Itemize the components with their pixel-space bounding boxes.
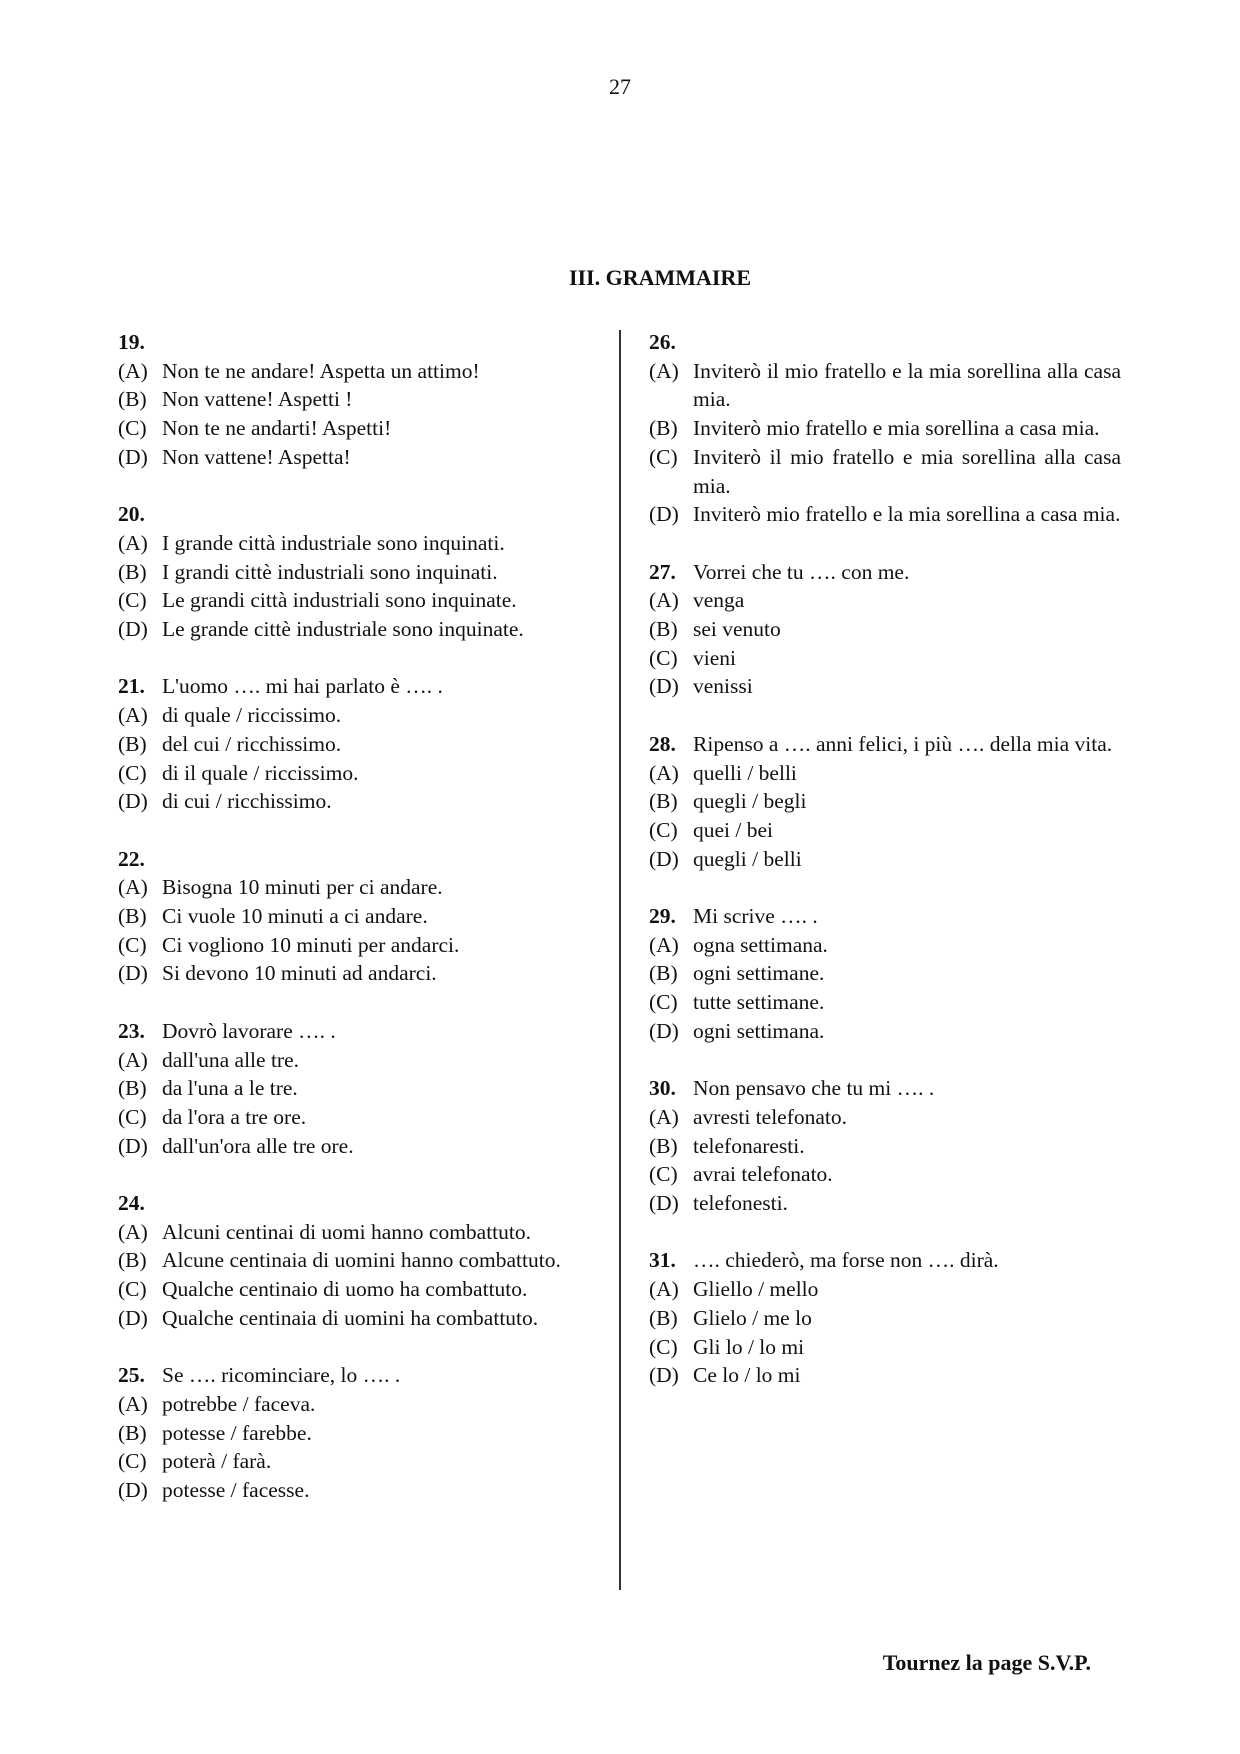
question-block (118, 328, 590, 472)
option-text: Le grandi città industriali sono inquinate. (162, 588, 517, 613)
option-text: di il quale / riccissimo. (162, 760, 359, 785)
option-label: (C) (118, 1449, 147, 1474)
question-header (649, 902, 1121, 931)
question-header (649, 558, 1121, 587)
option-text: vieni (693, 645, 736, 670)
option-text: telefonesti. (693, 1191, 788, 1216)
right-column (649, 328, 1121, 1419)
option-label: (D) (649, 502, 679, 527)
option-text: sei venuto (693, 617, 781, 642)
option-label: (B) (649, 789, 678, 814)
page-number: 27 (609, 74, 631, 99)
option-text: venga (693, 588, 745, 613)
answer-option (649, 414, 1121, 443)
question-header (649, 1074, 1121, 1103)
question-header (118, 672, 590, 701)
option-text: quei / bei (693, 817, 774, 842)
option-text: Inviterò mio fratello e mia sorellina a casa mia. (693, 416, 1100, 441)
answer-option (118, 1246, 590, 1275)
question-stem: Ripenso a …. anni felici, i più …. della mia vita. (693, 731, 1113, 756)
option-text: Inviterò il mio fratello e la mia sorellina alla casa mia. (693, 358, 1121, 412)
option-text: di cui / ricchissimo. (162, 789, 332, 814)
option-text: Qualche centinaio di uomo ha combattuto. (162, 1277, 528, 1302)
question-header (118, 328, 590, 357)
option-label: (A) (118, 703, 148, 728)
question-number: 21. (118, 674, 145, 699)
answer-option (649, 1361, 1121, 1390)
option-text: Gli lo / lo mi (693, 1334, 805, 1359)
option-text: Non te ne andarti! Aspetti! (162, 416, 392, 441)
answer-option (649, 615, 1121, 644)
option-text: potesse / farebbe. (162, 1420, 312, 1445)
option-label: (D) (118, 789, 148, 814)
option-text: tutte settimane. (693, 990, 825, 1015)
option-text: telefonaresti. (693, 1133, 805, 1158)
question-stem: …. chiederò, ma forse non …. dirà. (693, 1248, 999, 1273)
option-text: Non vattene! Aspetta! (162, 444, 351, 469)
answer-option (649, 644, 1121, 673)
option-label: (A) (118, 358, 148, 383)
answer-option (118, 385, 590, 414)
answer-option (649, 672, 1121, 701)
answer-option (649, 959, 1121, 988)
option-text: di quale / riccissimo. (162, 703, 342, 728)
question-block (649, 1246, 1121, 1390)
option-label: (B) (649, 416, 678, 441)
option-text: quegli / belli (693, 846, 802, 871)
question-header (118, 500, 590, 529)
option-text: dall'una alle tre. (162, 1047, 299, 1072)
answer-option (118, 1218, 590, 1247)
option-text: Ci vogliono 10 minuti per andarci. (162, 932, 460, 957)
question-number: 22. (118, 846, 145, 871)
question-number: 31. (649, 1248, 676, 1273)
answer-option (649, 1017, 1121, 1046)
answer-option (118, 701, 590, 730)
option-text: Alcuni centinai di uomi hanno combattuto. (162, 1219, 532, 1244)
question-number: 28. (649, 731, 676, 756)
option-text: da l'una a le tre. (162, 1076, 298, 1101)
option-label: (A) (649, 1104, 679, 1129)
footer-turn-page: Tournez la page S.V.P. (882, 1650, 1091, 1675)
question-number: 23. (118, 1018, 145, 1043)
option-text: Gliello / mello (693, 1277, 819, 1302)
option-label: (A) (649, 588, 679, 613)
option-label: (A) (118, 875, 148, 900)
question-number: 27. (649, 559, 676, 584)
option-label: (D) (118, 1478, 148, 1503)
answer-option (649, 357, 1121, 414)
question-block (649, 558, 1121, 702)
question-block (118, 500, 590, 644)
option-text: potesse / facesse. (162, 1478, 310, 1503)
answer-option (649, 845, 1121, 874)
answer-option (649, 787, 1121, 816)
option-label: (C) (649, 1334, 678, 1359)
question-number: 20. (118, 502, 145, 527)
answer-option (118, 759, 590, 788)
question-stem: Se …. ricominciare, lo …. . (162, 1363, 401, 1388)
question-stem: Dovrò lavorare …. . (162, 1018, 336, 1043)
answer-option (118, 931, 590, 960)
question-number: 29. (649, 904, 676, 929)
option-label: (B) (649, 1305, 678, 1330)
answer-option (118, 529, 590, 558)
option-text: Non vattene! Aspetti ! (162, 387, 353, 412)
option-label: (A) (649, 760, 679, 785)
answer-option (118, 414, 590, 443)
question-stem: Vorrei che tu …. con me. (693, 559, 910, 584)
question-stem: Mi scrive …. . (693, 904, 818, 929)
option-label: (D) (649, 1018, 679, 1043)
question-block (649, 902, 1121, 1046)
answer-option (649, 443, 1121, 500)
answer-option (649, 1304, 1121, 1333)
option-text: quelli / belli (693, 760, 797, 785)
option-label: (B) (649, 961, 678, 986)
question-header (118, 845, 590, 874)
option-label: (D) (649, 1363, 679, 1388)
option-label: (D) (118, 1133, 148, 1158)
answer-option (118, 1304, 590, 1333)
option-label: (D) (118, 961, 148, 986)
question-header (649, 328, 1121, 357)
option-text: I grandi cittè industriali sono inquinati. (162, 559, 498, 584)
column-divider (619, 330, 621, 1590)
option-label: (C) (649, 645, 678, 670)
option-text: Glielo / me lo (693, 1305, 812, 1330)
option-label: (D) (118, 617, 148, 642)
answer-option (118, 1447, 590, 1476)
question-block (118, 845, 590, 989)
question-header (118, 1189, 590, 1218)
answer-option (118, 787, 590, 816)
option-label: (B) (649, 1133, 678, 1158)
section-title-text: III. GRAMMAIRE (568, 265, 752, 290)
answer-option (118, 443, 590, 472)
option-label: (C) (118, 760, 147, 785)
answer-option (649, 988, 1121, 1017)
option-label: (A) (649, 1277, 679, 1302)
option-label: (C) (649, 817, 678, 842)
option-text: potrebbe / faceva. (162, 1391, 316, 1416)
option-text: Ce lo / lo mi (693, 1363, 801, 1388)
answer-option (118, 730, 590, 759)
option-label: (D) (649, 846, 679, 871)
option-text: avrai telefonato. (693, 1162, 833, 1187)
answer-option (118, 1275, 590, 1304)
answer-option (649, 500, 1121, 529)
answer-option (649, 1189, 1121, 1218)
option-label: (A) (118, 1391, 148, 1416)
answer-option (118, 1390, 590, 1419)
answer-option (649, 816, 1121, 845)
option-label: (B) (118, 559, 147, 584)
option-label: (B) (118, 1076, 147, 1101)
option-text: Non te ne andare! Aspetta un attimo! (162, 358, 480, 383)
question-block (649, 730, 1121, 874)
answer-option (649, 1103, 1121, 1132)
option-text: Inviterò mio fratello e la mia sorellina a casa mia. (693, 502, 1121, 527)
question-block (118, 1189, 590, 1333)
question-header (118, 1017, 590, 1046)
option-label: (B) (118, 1420, 147, 1445)
option-text: Si devono 10 minuti ad andarci. (162, 961, 437, 986)
answer-option (118, 558, 590, 587)
option-label: (A) (118, 1047, 148, 1072)
option-label: (B) (118, 387, 147, 412)
option-text: da l'ora a tre ore. (162, 1104, 307, 1129)
option-text: Le grande cittè industriale sono inquinate. (162, 617, 524, 642)
option-label: (A) (118, 530, 148, 555)
option-text: Qualche centinaia di uomini ha combattuto. (162, 1305, 539, 1330)
option-label: (A) (118, 1219, 148, 1244)
answer-option (649, 586, 1121, 615)
answer-option (118, 357, 590, 386)
answer-option (649, 1275, 1121, 1304)
option-text: ogna settimana. (693, 932, 828, 957)
option-label: (C) (118, 1104, 147, 1129)
answer-option (118, 1476, 590, 1505)
answer-option (118, 1046, 590, 1075)
question-block (118, 1361, 590, 1505)
question-block (649, 328, 1121, 529)
option-label: (C) (118, 588, 147, 613)
option-text: avresti telefonato. (693, 1104, 848, 1129)
option-text: ogni settimana. (693, 1018, 825, 1043)
question-stem: L'uomo …. mi hai parlato è …. . (162, 674, 443, 699)
option-label: (D) (118, 1305, 148, 1330)
section-title (0, 265, 1240, 291)
option-label: (B) (649, 617, 678, 642)
option-text: Inviterò il mio fratello e mia sorellina alla casa mia. (693, 444, 1121, 498)
question-number: 24. (118, 1191, 145, 1216)
question-header (118, 1361, 590, 1390)
option-text: quegli / begli (693, 789, 807, 814)
answer-option (118, 615, 590, 644)
question-block (118, 1017, 590, 1161)
answer-option (118, 1132, 590, 1161)
question-number: 30. (649, 1076, 676, 1101)
question-block (118, 672, 590, 816)
answer-option (118, 873, 590, 902)
answer-option (118, 902, 590, 931)
option-label: (D) (118, 444, 148, 469)
option-label: (A) (649, 932, 679, 957)
option-label: (A) (649, 358, 679, 383)
option-label: (C) (118, 1277, 147, 1302)
option-text: venissi (693, 674, 753, 699)
question-stem: Non pensavo che tu mi …. . (693, 1076, 935, 1101)
answer-option (649, 759, 1121, 788)
option-label: (C) (649, 444, 678, 469)
option-text: poterà / farà. (162, 1449, 272, 1474)
answer-option (118, 1074, 590, 1103)
option-label: (B) (118, 904, 147, 929)
option-text: I grande città industriale sono inquinati. (162, 530, 505, 555)
option-text: dall'un'ora alle tre ore. (162, 1133, 354, 1158)
question-number: 19. (118, 330, 145, 354)
option-label: (C) (649, 990, 678, 1015)
option-text: Ci vuole 10 minuti a ci andare. (162, 904, 428, 929)
question-number: 26. (649, 330, 676, 354)
option-label: (C) (649, 1162, 678, 1187)
option-label: (C) (118, 416, 147, 441)
option-label: (D) (649, 1191, 679, 1216)
option-text: del cui / ricchissimo. (162, 731, 342, 756)
question-number: 25. (118, 1363, 145, 1388)
option-text: Alcune centinaia di uomini hanno combattuto. (162, 1248, 561, 1273)
option-label: (C) (118, 932, 147, 957)
answer-option (649, 1132, 1121, 1161)
answer-option (649, 1333, 1121, 1362)
left-column (118, 328, 590, 1533)
option-label: (D) (649, 674, 679, 699)
option-label: (B) (118, 1248, 147, 1273)
answer-option (118, 959, 590, 988)
question-block (649, 1074, 1121, 1218)
option-label: (B) (118, 731, 147, 756)
question-header (649, 730, 1121, 759)
question-header (649, 1246, 1121, 1275)
answer-option (118, 1419, 590, 1448)
answer-option (118, 1103, 590, 1132)
answer-option (649, 1160, 1121, 1189)
option-text: Bisogna 10 minuti per ci andare. (162, 875, 443, 900)
answer-option (118, 586, 590, 615)
answer-option (649, 931, 1121, 960)
option-text: ogni settimane. (693, 961, 825, 986)
